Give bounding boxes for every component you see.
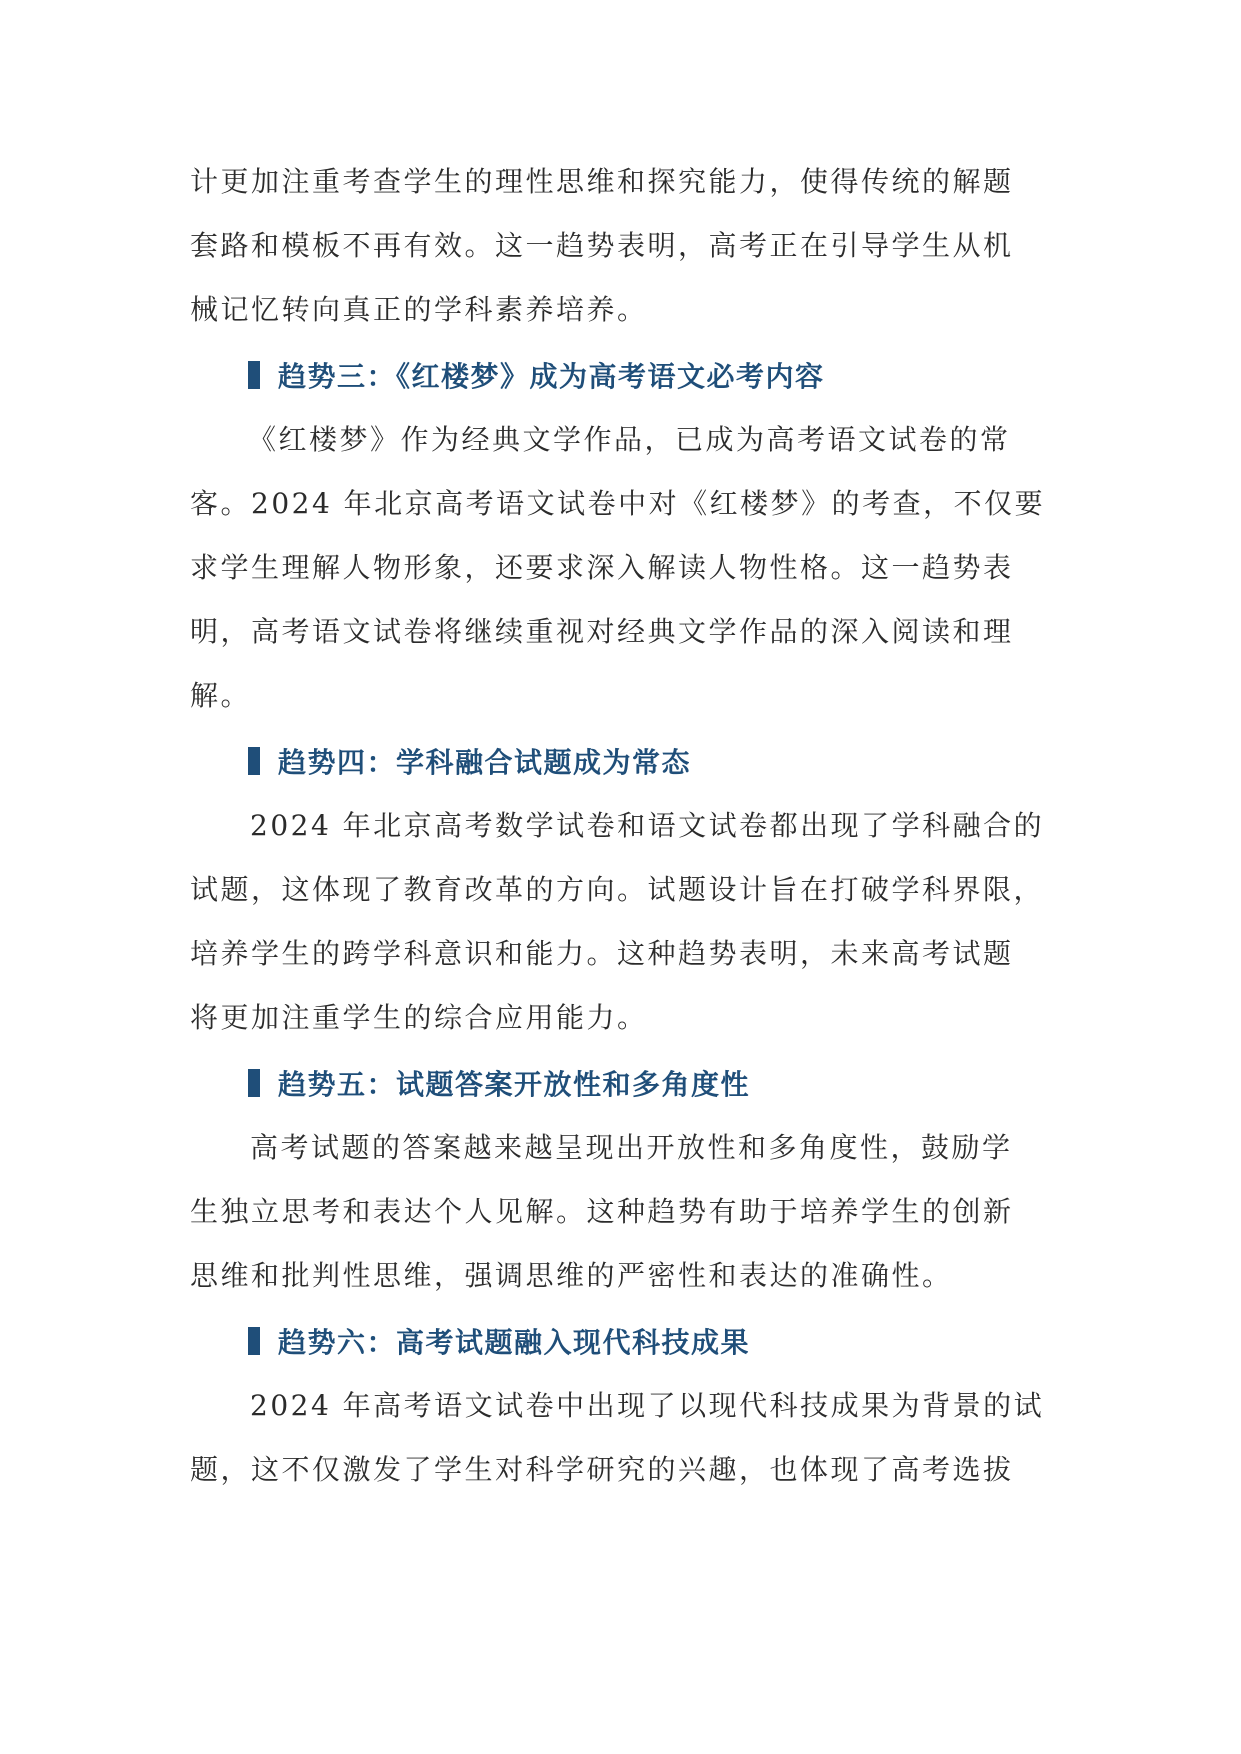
bar-marker-icon — [248, 361, 260, 389]
paragraph-line: 求学生理解人物形象，还要求深入解读人物性格。这一趋势表 — [190, 551, 1014, 584]
paragraph-line: 明，高考语文试卷将继续重视对经典文学作品的深入阅读和理 — [190, 615, 1014, 648]
paragraph-line: 培养学生的跨学科意识和能力。这种趋势表明，未来高考试题 — [190, 937, 1014, 970]
intro-line-1: 计更加注重考查学生的理性思维和探究能力，使得传统的解题 — [190, 165, 1014, 198]
paragraph-line: 高考试题的答案越来越呈现出开放性和多角度性，鼓励学 — [250, 1131, 1013, 1164]
section-heading-trend-6 — [248, 1321, 750, 1361]
paragraph-line: 题，这不仅激发了学生对科学研究的兴趣，也体现了高考选拔 — [190, 1453, 1014, 1486]
bar-marker-icon — [248, 747, 260, 775]
paragraph-line: 思维和批判性思维，强调思维的严密性和表达的准确性。 — [190, 1259, 953, 1292]
paragraph-line: 试题，这体现了教育改革的方向。试题设计旨在打破学科界限， — [190, 873, 1045, 906]
section-heading-trend-5 — [248, 1063, 750, 1103]
section-heading-text: 趋势三：《红楼梦》成为高考语文必考内容 — [278, 360, 825, 393]
intro-line-3: 械记忆转向真正的学科素养培养。 — [190, 293, 648, 326]
paragraph-line: 将更加注重学生的综合应用能力。 — [190, 1001, 648, 1034]
intro-line-2: 套路和模板不再有效。这一趋势表明，高考正在引导学生从机 — [190, 229, 1014, 262]
bar-marker-icon — [248, 1069, 260, 1097]
paragraph-line: 2024 年高考语文试卷中出现了以现代科技成果为背景的试 — [250, 1389, 1045, 1422]
paragraph-line: 2024 年北京高考数学试卷和语文试卷都出现了学科融合的 — [250, 809, 1045, 842]
paragraph-line: 客。2024 年北京高考语文试卷中对《红楼梦》的考查，不仅要 — [190, 487, 1046, 520]
paragraph-line: 解。 — [190, 679, 252, 712]
paragraph-line: 生独立思考和表达个人见解。这种趋势有助于培养学生的创新 — [190, 1195, 1014, 1228]
section-heading-trend-3 — [248, 355, 825, 395]
section-heading-trend-4 — [248, 741, 691, 781]
section-heading-text: 趋势四：学科融合试题成为常态 — [278, 746, 692, 779]
section-heading-text: 趋势五：试题答案开放性和多角度性 — [278, 1068, 751, 1101]
bar-marker-icon — [248, 1327, 260, 1355]
section-heading-text: 趋势六：高考试题融入现代科技成果 — [278, 1326, 751, 1359]
paragraph-line: 《红楼梦》作为经典文学作品，已成为高考语文试卷的常 — [248, 423, 1011, 456]
